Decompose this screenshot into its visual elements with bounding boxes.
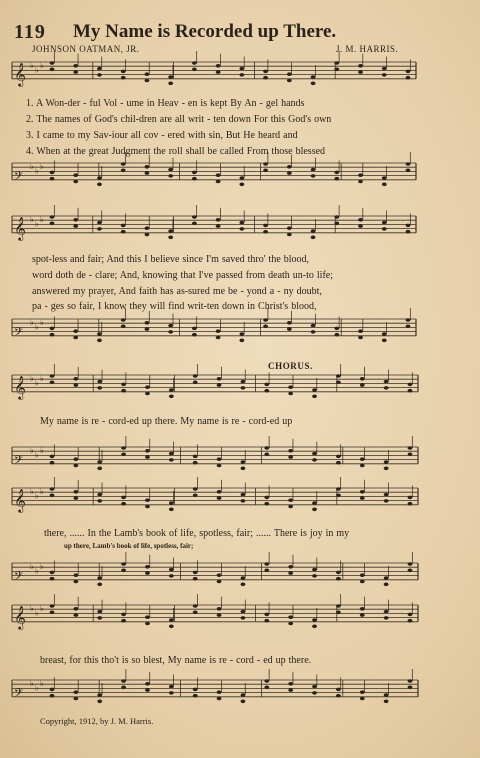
svg-text:♭: ♭ <box>40 374 44 384</box>
svg-text:♭: ♭ <box>30 374 34 384</box>
svg-text:𝄢: 𝄢 <box>14 569 24 586</box>
svg-text:𝄞: 𝄞 <box>14 374 26 399</box>
svg-text:♭: ♭ <box>40 318 44 328</box>
svg-text:♭: ♭ <box>30 215 34 225</box>
svg-text:♭: ♭ <box>35 491 39 501</box>
svg-text:♭: ♭ <box>35 378 39 388</box>
svg-text:𝄞: 𝄞 <box>14 487 26 512</box>
svg-text:♭: ♭ <box>35 683 39 693</box>
svg-text:♭: ♭ <box>30 162 34 172</box>
verse-1-line-2: spot-less and fair; And this I believe since I'm saved thro' the blood, <box>32 254 310 265</box>
svg-text:♭: ♭ <box>40 487 44 497</box>
svg-text:𝄞: 𝄞 <box>14 604 26 629</box>
svg-text:𝄢: 𝄢 <box>14 686 24 703</box>
svg-text:♭: ♭ <box>30 604 34 614</box>
svg-text:♭: ♭ <box>30 446 34 456</box>
svg-text:♭: ♭ <box>35 219 39 229</box>
svg-text:♭: ♭ <box>35 166 39 176</box>
verse-2-line-2: word doth de - clare; And, knowing that I've passed from death un-to life; <box>32 270 334 281</box>
svg-text:♭: ♭ <box>30 318 34 328</box>
svg-text:𝄞: 𝄞 <box>14 215 26 240</box>
verse-1-line-1: 1. A Won-der - ful Vol - ume in Heav - en is kept By An - gel hands <box>26 98 305 109</box>
hymn-number: 119 <box>14 21 46 43</box>
svg-text:𝄢: 𝄢 <box>14 325 24 342</box>
svg-text:♭: ♭ <box>35 322 39 332</box>
svg-text:♭: ♭ <box>35 450 39 460</box>
svg-text:♭: ♭ <box>35 608 39 618</box>
svg-text:♭: ♭ <box>40 215 44 225</box>
svg-text:♭: ♭ <box>30 679 34 689</box>
verse-4-line-2: pa - ges so fair, I know they will find writ-ten down in Christ's blood, <box>32 301 317 312</box>
svg-text:♭: ♭ <box>40 162 44 172</box>
svg-text:♭: ♭ <box>35 566 39 576</box>
hymn-title: My Name is Recorded up There. <box>73 21 337 42</box>
chorus-label: CHORUS. <box>268 361 313 371</box>
chorus-lyric-2: there, ...... In the Lamb's book of life, spotless, fair; ...... There is joy in my <box>44 528 350 539</box>
verse-3-line-2: answered my prayer, And faith has as-sured me be - yond a - ny doubt, <box>32 286 322 297</box>
svg-text:♭: ♭ <box>40 679 44 689</box>
svg-text:♭: ♭ <box>30 61 34 71</box>
copyright-notice: Copyright, 1912, by J. M. Harris. <box>40 716 154 726</box>
svg-text:♭: ♭ <box>40 446 44 456</box>
svg-text:𝄞: 𝄞 <box>14 61 26 86</box>
composer-credit: J. M. HARRIS. <box>336 44 399 54</box>
verse-3-line-1: 3. I came to my Sav-iour all cov - ered with sin, But He heard and <box>26 130 298 141</box>
chorus-lyric-3: breast, for this tho't is so blest, My name is re - cord - ed up there. <box>40 655 312 666</box>
lyricist-credit: JOHNSON OATMAN, JR. <box>32 44 140 54</box>
svg-text:♭: ♭ <box>40 604 44 614</box>
svg-text:♭: ♭ <box>30 562 34 572</box>
verse-4-line-1: 4. When at the great Judgment the roll shall be called From those blessed <box>26 146 326 157</box>
verse-2-line-1: 2. The names of God's chil-dren are all writ - ten down For this God's own <box>26 114 332 125</box>
chorus-lyric-1: My name is re - cord-ed up there. My name is re - cord-ed up <box>40 416 293 427</box>
svg-text:♭: ♭ <box>40 61 44 71</box>
chorus-bass-echo: up there, Lamb's book of life, spotless, fair; <box>64 542 194 550</box>
svg-text:𝄢: 𝄢 <box>14 453 24 470</box>
svg-text:♭: ♭ <box>35 65 39 75</box>
svg-text:♭: ♭ <box>40 562 44 572</box>
svg-text:♭: ♭ <box>30 487 34 497</box>
svg-text:𝄢: 𝄢 <box>14 169 24 186</box>
